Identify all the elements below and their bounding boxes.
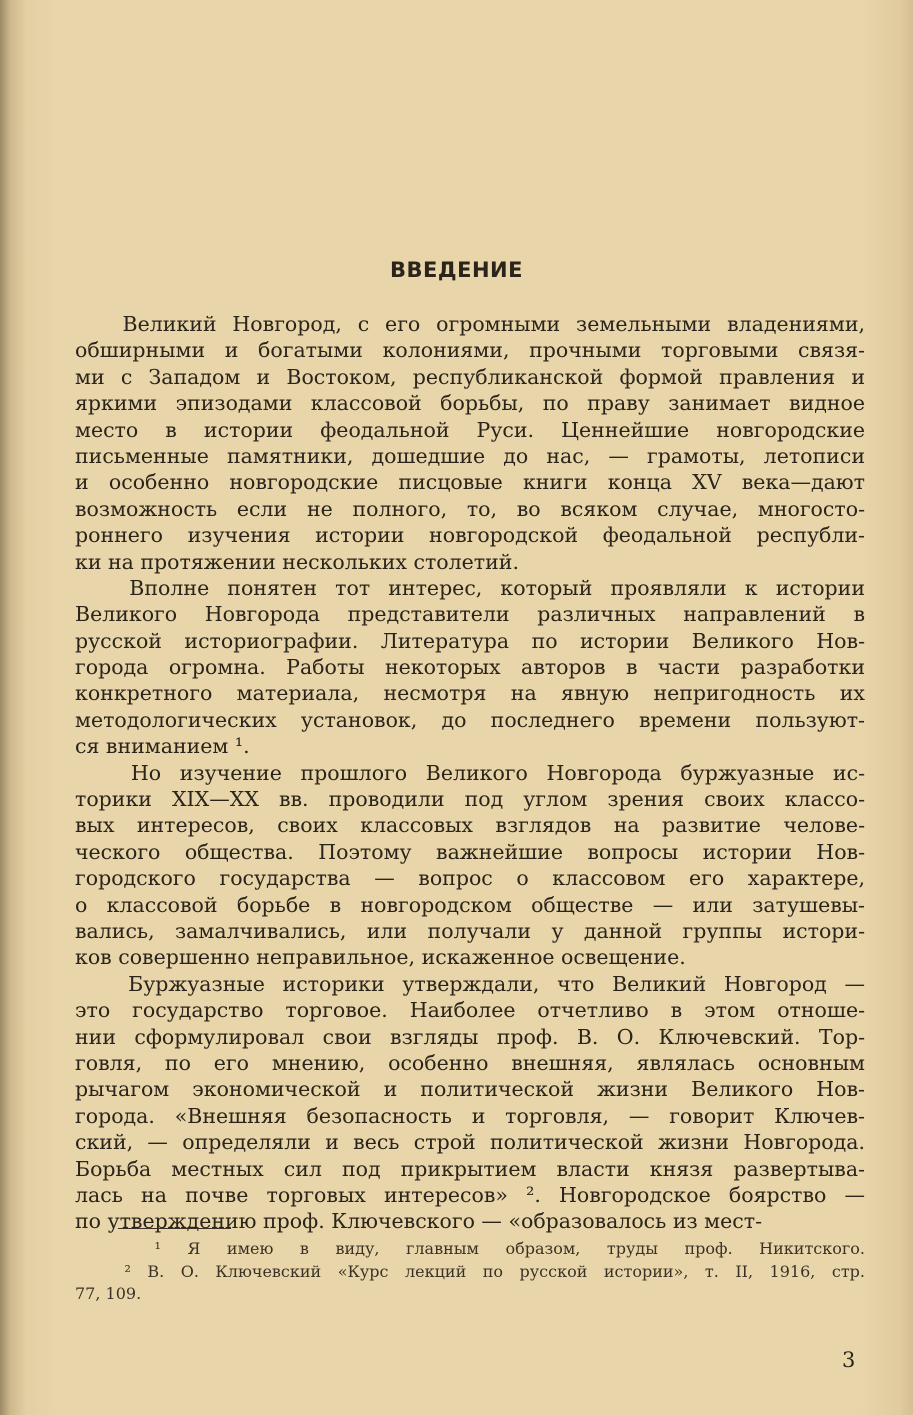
- text-line: лась на почве торговых интересов» ². Новгородское боярство —: [75, 1182, 865, 1207]
- footnote-line: ¹ Я имею в виду, главным образом, труды проф. Никитского.: [75, 1239, 865, 1258]
- text-line: Великого Новгорода представители различных направлений в: [75, 602, 865, 627]
- text-line: ся вниманием ¹.: [75, 734, 250, 759]
- text-line: ческого общества. Поэтому важнейшие вопросы истории Нов-: [75, 839, 865, 864]
- footnote-line: 77, 109.: [75, 1284, 142, 1303]
- text-line: вались, замалчивались, или получали у данной группы истори-: [75, 918, 865, 943]
- text-line: ми с Западом и Востоком, республиканской формой правления и: [75, 364, 865, 389]
- text-line: ки на протяжении нескольких столетий.: [75, 549, 519, 574]
- footnote-separator: [118, 1228, 231, 1229]
- page-number: 3: [842, 1348, 856, 1372]
- text-line: конкретного материала, несмотря на явную непригодность их: [75, 681, 865, 706]
- text-line: говля, по его мнению, особенно внешняя, являлась основным: [75, 1050, 865, 1075]
- footnotes: [75, 1238, 865, 1306]
- text-line: обширными и богатыми колониями, прочными торговыми связя-: [75, 338, 865, 363]
- body-text: [75, 311, 865, 1235]
- text-line: вых интересов, своих классовых взглядов на развитие челове-: [75, 813, 865, 838]
- text-line: рычагом экономической и политической жизни Великого Нов-: [75, 1077, 865, 1102]
- text-line: возможность если не полного, то, во всяком случае, многосто-: [75, 496, 865, 521]
- text-line: города. «Внешняя безопасность и торговля, — говорит Ключев-: [75, 1103, 865, 1128]
- text-line: это государство торговое. Наиболее отчетливо в этом отноше-: [75, 998, 865, 1023]
- footnote-line: ² В. О. Ключевский «Курс лекций по русской истории», т. II, 1916, стр.: [75, 1261, 865, 1281]
- text-line: и особенно новгородские писцовые книги конца XV века—дают: [75, 470, 865, 495]
- text-line: о классовой борьбе в новгородском обществе — или затушевы-: [75, 892, 865, 917]
- text-line: Вполне понятен тот интерес, который проявляли к истории: [75, 575, 865, 600]
- text-line: Великий Новгород, с его огромными земельными владениями,: [75, 312, 865, 336]
- text-line: по утверждению проф. Ключевского — «образовалось из мест-: [75, 1209, 763, 1234]
- text-line: место в истории феодальной Руси. Ценнейшие новгородские: [75, 417, 865, 442]
- text-line: городского государства — вопрос о классовом его характере,: [75, 866, 865, 891]
- text-line: письменные памятники, дошедшие до нас, — грамоты, летописи: [75, 443, 865, 468]
- chapter-heading: ВВЕДЕНИЕ: [390, 258, 523, 282]
- text-line: яркими эпизодами классовой борьбы, по праву занимает видное: [75, 391, 865, 416]
- text-line: Буржуазные историки утверждали, что Великий Новгород —: [75, 971, 865, 996]
- text-line: Но изучение прошлого Великого Новгорода буржуазные ис-: [75, 760, 865, 785]
- text-line: русской историографии. Литература по истории Великого Нов-: [75, 628, 865, 653]
- text-line: нии сформулировал свои взгляды проф. В. О. Ключевский. Тор-: [75, 1024, 865, 1049]
- text-line: города огромна. Работы некоторых авторов в части разработки: [75, 655, 865, 680]
- text-line: ский, — определяли и весь строй политической жизни Новгорода.: [75, 1130, 865, 1155]
- text-line: роннего изучения истории новгородской феодальной республи-: [75, 523, 865, 548]
- text-line: Борьба местных сил под прикрытием власти князя развертыва-: [75, 1156, 865, 1181]
- text-line: методологических установок, до последнего времени пользуют-: [75, 707, 865, 732]
- text-line: торики XIX—XX вв. проводили под углом зрения своих классо-: [75, 787, 865, 812]
- text-line: ков совершенно неправильное, искаженное освещение.: [75, 945, 686, 970]
